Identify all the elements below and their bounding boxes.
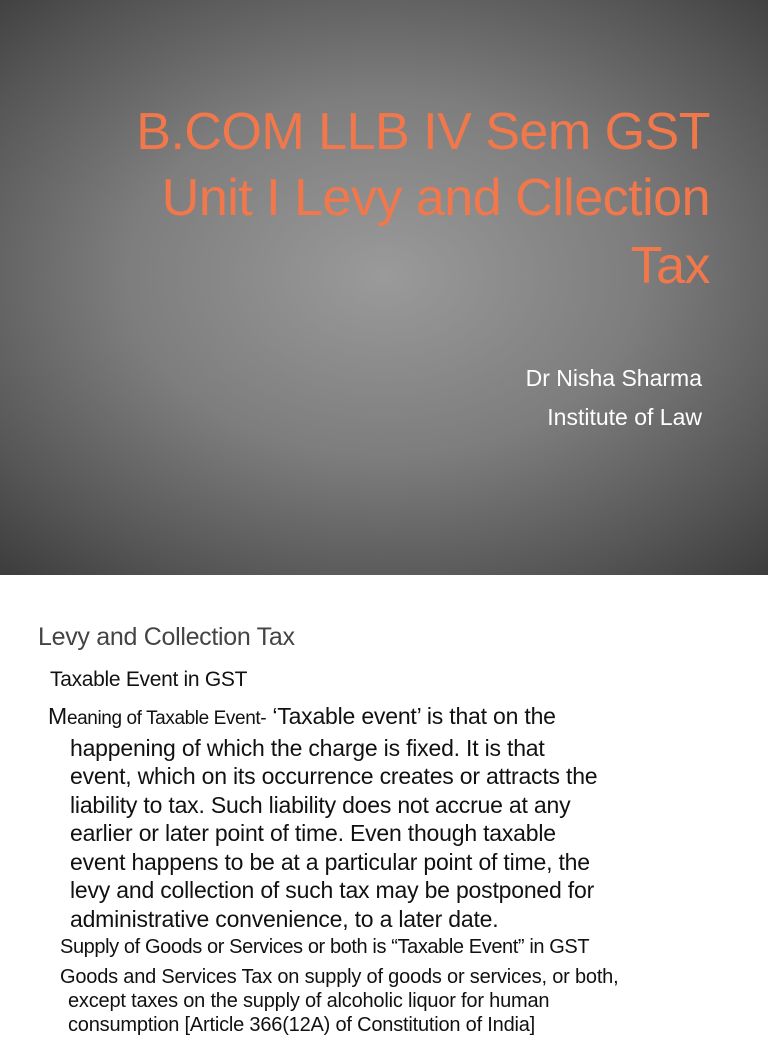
paragraph-line: event happens to be at a particular point of time, the xyxy=(70,848,590,875)
subheading-taxable-event: Taxable Event in GST xyxy=(50,668,248,691)
gst-definition-paragraph xyxy=(60,965,618,1037)
paragraph-line: event, which on its occurrence creates or attracts the xyxy=(70,763,598,789)
author-name: Dr Nisha Sharma xyxy=(525,365,702,391)
taxable-event-paragraph xyxy=(48,702,738,933)
paragraph-line: earlier or later point of time. Even though taxable xyxy=(70,820,556,846)
paragraph-lead-initial: M xyxy=(48,703,67,729)
content-slide xyxy=(0,575,768,1036)
slide-title-line-3: Tax xyxy=(630,237,710,295)
subheading-supply-taxable-event: Supply of Goods or Services or both is “Taxable Event” in GST xyxy=(60,936,590,958)
paragraph-line: administrative convenience, to a later date. xyxy=(70,905,499,932)
paragraph-line: except taxes on the supply of alcoholic liquor for human xyxy=(68,990,550,1012)
paragraph-lead-term: eaning of Taxable Event- xyxy=(66,708,267,729)
institute-name: Institute of Law xyxy=(547,404,702,430)
paragraph-line: Goods and Services Tax on supply of goods or services, or both, xyxy=(60,966,619,988)
paragraph-line: levy and collection of such tax may be postponed for xyxy=(70,877,595,903)
slide-heading: Levy and Collection Tax xyxy=(38,623,295,651)
slide-title-line-2: Unit I Levy and Cllection xyxy=(161,169,710,227)
paragraph-line: happening of which the charge is fixed. It is that xyxy=(70,734,545,761)
paragraph-line: consumption [Article 366(12A) of Constitution of India] xyxy=(68,1014,536,1036)
slide-title-line-1: B.COM LLB IV Sem GST xyxy=(136,103,710,161)
paragraph-line: liability to tax. Such liability does not accrue at any xyxy=(70,791,571,818)
paragraph-first-text: ‘Taxable event’ is that on the xyxy=(266,703,556,729)
paragraph-first-line xyxy=(48,702,738,734)
